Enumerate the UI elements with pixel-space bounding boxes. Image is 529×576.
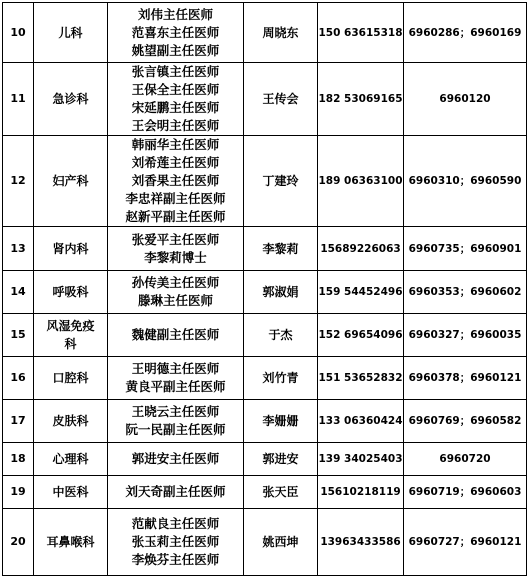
contact-person: 张天臣 <box>244 476 318 509</box>
doctor-list-line: 宋延鹏主任医师 <box>131 100 220 115</box>
extension-numbers: 6960353；6960602 <box>404 271 527 314</box>
doctor-list-line: 王会明主任医师 <box>131 118 220 133</box>
row-number: 18 <box>3 443 34 476</box>
table-row <box>3 3 527 63</box>
extension-numbers: 6960727；6960121 <box>404 509 527 576</box>
doctor-list <box>108 314 244 357</box>
doctor-list-line: 黄良平副主任医师 <box>125 379 226 394</box>
row-number: 15 <box>3 314 34 357</box>
phone-number: 139 34025403 <box>318 443 404 476</box>
extension-numbers: 6960378；6960121 <box>404 357 527 400</box>
department-name-line: 心理科 <box>52 452 89 466</box>
department-name <box>34 3 108 63</box>
department-name <box>34 314 108 357</box>
contact-person: 于杰 <box>244 314 318 357</box>
doctor-list-line: 张言镇主任医师 <box>131 64 220 79</box>
extension-numbers: 6960286；6960169 <box>404 3 527 63</box>
phone-number: 133 06360424 <box>318 400 404 443</box>
department-name <box>34 63 108 136</box>
phone-number: 152 69654096 <box>318 314 404 357</box>
department-name-line: 肾内科 <box>52 241 89 256</box>
department-name-line: 科 <box>64 337 77 351</box>
extension-numbers: 6960719；6960603 <box>404 476 527 509</box>
doctor-list-line: 王保全主任医师 <box>131 82 220 97</box>
doctor-list-line: 阮一民副主任医师 <box>125 422 226 437</box>
department-name <box>34 476 108 509</box>
extension-numbers: 6960310；6960590 <box>404 136 527 227</box>
doctor-list <box>108 400 244 443</box>
contact-person: 郭进安 <box>244 443 318 476</box>
doctor-list-line: 刘伟主任医师 <box>137 6 213 22</box>
doctor-list-line: 刘天奇副主任医师 <box>125 484 226 499</box>
table-row <box>3 136 527 227</box>
doctor-list-line: 张爱平主任医师 <box>131 231 220 247</box>
department-name <box>34 509 108 576</box>
doctor-list <box>108 476 244 509</box>
contact-person: 周晓东 <box>244 3 318 63</box>
department-name-line: 呼吸科 <box>52 285 89 299</box>
doctor-list <box>108 443 244 476</box>
table-row <box>3 476 527 509</box>
doctor-list <box>108 271 244 314</box>
table-row <box>3 357 527 400</box>
department-name-line: 皮肤科 <box>52 414 89 428</box>
row-number: 10 <box>3 3 34 63</box>
row-number: 13 <box>3 227 34 271</box>
department-name <box>34 357 108 400</box>
contact-person: 李姗姗 <box>244 400 318 443</box>
row-number: 12 <box>3 136 34 227</box>
contact-person: 刘竹青 <box>244 357 318 400</box>
department-contact-table <box>2 2 527 576</box>
doctor-list-line: 刘希莲主任医师 <box>131 155 220 170</box>
table-body <box>3 3 527 576</box>
table-row <box>3 400 527 443</box>
table-row <box>3 509 527 576</box>
doctor-list-line: 张玉莉主任医师 <box>131 534 220 549</box>
department-name <box>34 136 108 227</box>
department-name-line: 风湿免疫 <box>46 319 95 333</box>
department-name <box>34 400 108 443</box>
department-name-line: 急诊科 <box>52 92 89 106</box>
doctor-list <box>108 136 244 227</box>
department-name <box>34 271 108 314</box>
department-name-line: 耳鼻喉科 <box>46 535 95 549</box>
table-row <box>3 271 527 314</box>
extension-numbers: 6960720 <box>404 443 527 476</box>
contact-person: 李黎莉 <box>244 227 318 271</box>
phone-number: 150 63615318 <box>318 3 404 63</box>
department-name-line: 口腔科 <box>52 371 89 385</box>
contact-person: 王传会 <box>244 63 318 136</box>
table-row <box>3 63 527 136</box>
doctor-list <box>108 227 244 271</box>
row-number: 16 <box>3 357 34 400</box>
phone-number: 15689226063 <box>318 227 404 271</box>
doctor-list <box>108 509 244 576</box>
doctor-list-line: 李黎莉博士 <box>144 249 207 265</box>
extension-numbers: 6960769；6960582 <box>404 400 527 443</box>
doctor-list-line: 李焕芬主任医师 <box>131 552 220 567</box>
doctor-list <box>108 3 244 63</box>
department-name-line: 儿科 <box>58 25 83 40</box>
department-name <box>34 227 108 271</box>
doctor-list-line: 姚望副主任医师 <box>131 42 220 58</box>
row-number: 14 <box>3 271 34 314</box>
phone-number: 151 53652832 <box>318 357 404 400</box>
doctor-list-line: 范喜东主任医师 <box>131 24 220 40</box>
extension-numbers: 6960120 <box>404 63 527 136</box>
phone-number: 189 06363100 <box>318 136 404 227</box>
doctor-list-line: 李忠祥副主任医师 <box>125 191 226 206</box>
row-number: 19 <box>3 476 34 509</box>
contact-person: 丁建玲 <box>244 136 318 227</box>
phone-number: 182 53069165 <box>318 63 404 136</box>
row-number: 20 <box>3 509 34 576</box>
phone-number: 15610218119 <box>318 476 404 509</box>
row-number: 11 <box>3 63 34 136</box>
contact-person: 姚西坤 <box>244 509 318 576</box>
doctor-list-line: 刘香果主任医师 <box>131 173 220 188</box>
doctor-list-line: 魏健副主任医师 <box>131 327 220 342</box>
doctor-list-line: 韩丽华主任医师 <box>131 137 220 152</box>
phone-number: 159 54452496 <box>318 271 404 314</box>
doctor-list <box>108 357 244 400</box>
doctor-list-line: 郭进安主任医师 <box>131 451 220 466</box>
table-row <box>3 314 527 357</box>
phone-number: 13963433586 <box>318 509 404 576</box>
doctor-list-line: 滕琳主任医师 <box>137 293 213 308</box>
doctor-list-line: 王明德主任医师 <box>131 361 220 376</box>
extension-numbers: 6960735；6960901 <box>404 227 527 271</box>
doctor-list-line: 赵新平副主任医师 <box>125 209 226 224</box>
contact-person: 郭淑娟 <box>244 271 318 314</box>
doctor-list-line: 范献良主任医师 <box>131 516 220 531</box>
department-name-line: 妇产科 <box>52 174 89 188</box>
extension-numbers: 6960327；6960035 <box>404 314 527 357</box>
department-name <box>34 443 108 476</box>
department-name-line: 中医科 <box>52 485 89 499</box>
row-number: 17 <box>3 400 34 443</box>
doctor-list-line: 王晓云主任医师 <box>131 404 220 419</box>
doctor-list <box>108 63 244 136</box>
table-row <box>3 443 527 476</box>
doctor-list-line: 孙传美主任医师 <box>131 275 220 290</box>
table-row <box>3 227 527 271</box>
